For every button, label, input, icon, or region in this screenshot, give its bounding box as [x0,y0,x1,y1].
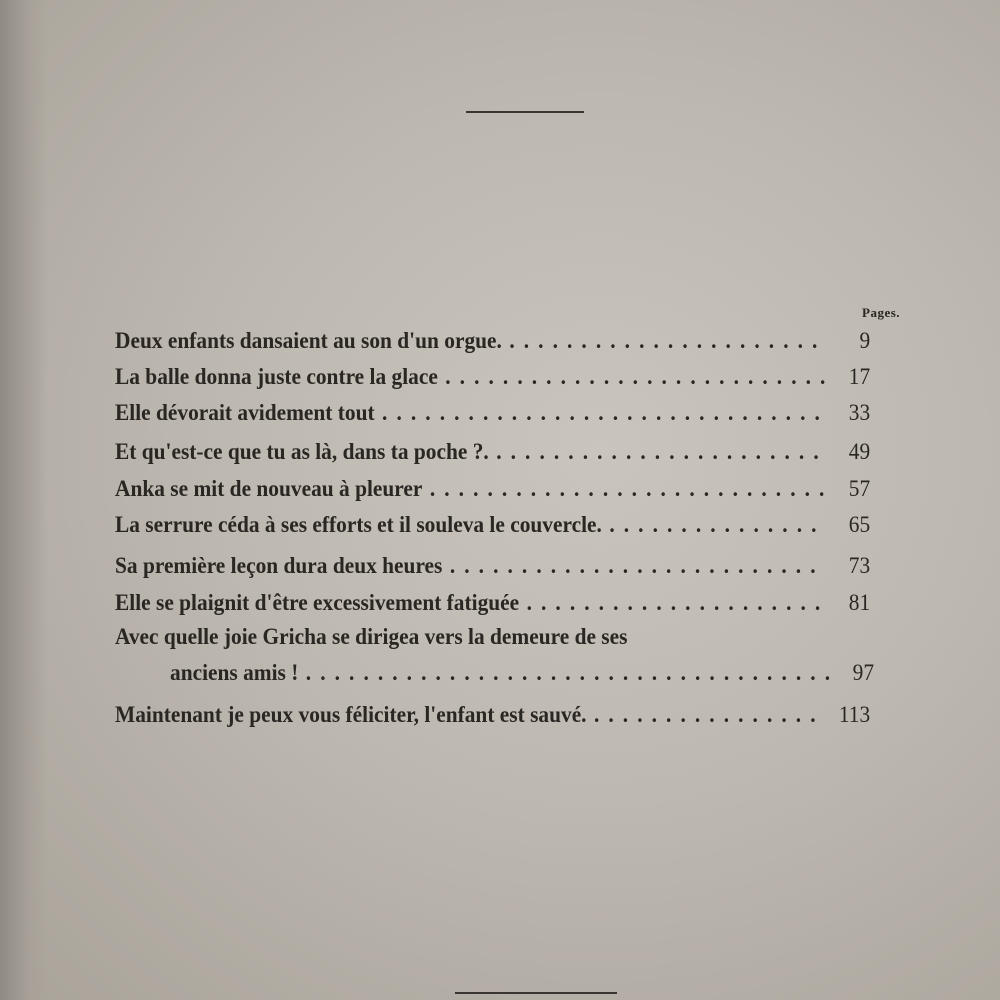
entry-title: Anka se mit de nouveau à pleurer [115,476,423,501]
dot-leader [306,660,830,686]
entry-page: 33 [848,400,871,425]
entry-title: Avec quelle joie Gricha se dirigea vers la demeure de ses [115,624,628,649]
entry-page: 9 [859,328,871,353]
dot-leader [594,702,826,728]
entry-page: 73 [848,553,871,578]
entry-page: 65 [848,512,871,537]
entry-page: 57 [848,476,871,501]
bottom-rule [455,992,617,994]
toc-entry [115,476,870,502]
dot-leader [609,512,825,538]
toc-entry [115,624,870,650]
toc-entry-continuation [170,660,874,686]
toc-entry [115,328,870,354]
entry-title-continued: anciens amis ! [170,660,299,685]
dot-leader [430,476,826,502]
entry-title: La balle donna juste contre la glace [115,364,438,389]
entry-title: Maintenant je peux vous féliciter, l'enfant est sauvé. [115,702,587,727]
dot-leader [509,328,825,354]
entry-page: 81 [848,590,871,615]
dot-leader [382,400,825,426]
entry-page: 113 [838,702,871,727]
toc-entry [115,590,870,616]
page-gutter-shadow [0,0,48,1000]
toc-entry [115,439,870,465]
toc-entry [115,400,870,426]
pages-column-label: Pages. [862,305,901,320]
entry-title: Deux enfants dansaient au son d'un orgue. [115,328,502,353]
toc-entry [115,512,870,538]
dot-leader [445,364,825,390]
toc-entry [115,364,870,390]
entry-title: Elle se plaignit d'être excessivement fatiguée [115,590,520,615]
entry-title: Et qu'est-ce que tu as là, dans ta poche ?. [115,439,489,464]
dot-leader [496,439,825,465]
dot-leader [527,590,826,616]
dot-leader [450,553,826,579]
entry-title: La serrure céda à ses efforts et il souleva le couvercle. [115,512,602,537]
toc-entry [115,553,870,579]
toc-entry [115,702,870,728]
entry-page: 97 [852,660,875,685]
entry-title: Elle dévorait avidement tout [115,400,375,425]
entry-title: Sa première leçon dura deux heures [115,553,443,578]
entry-page: 17 [848,364,871,389]
entry-page: 49 [848,439,871,464]
top-rule [466,111,584,113]
